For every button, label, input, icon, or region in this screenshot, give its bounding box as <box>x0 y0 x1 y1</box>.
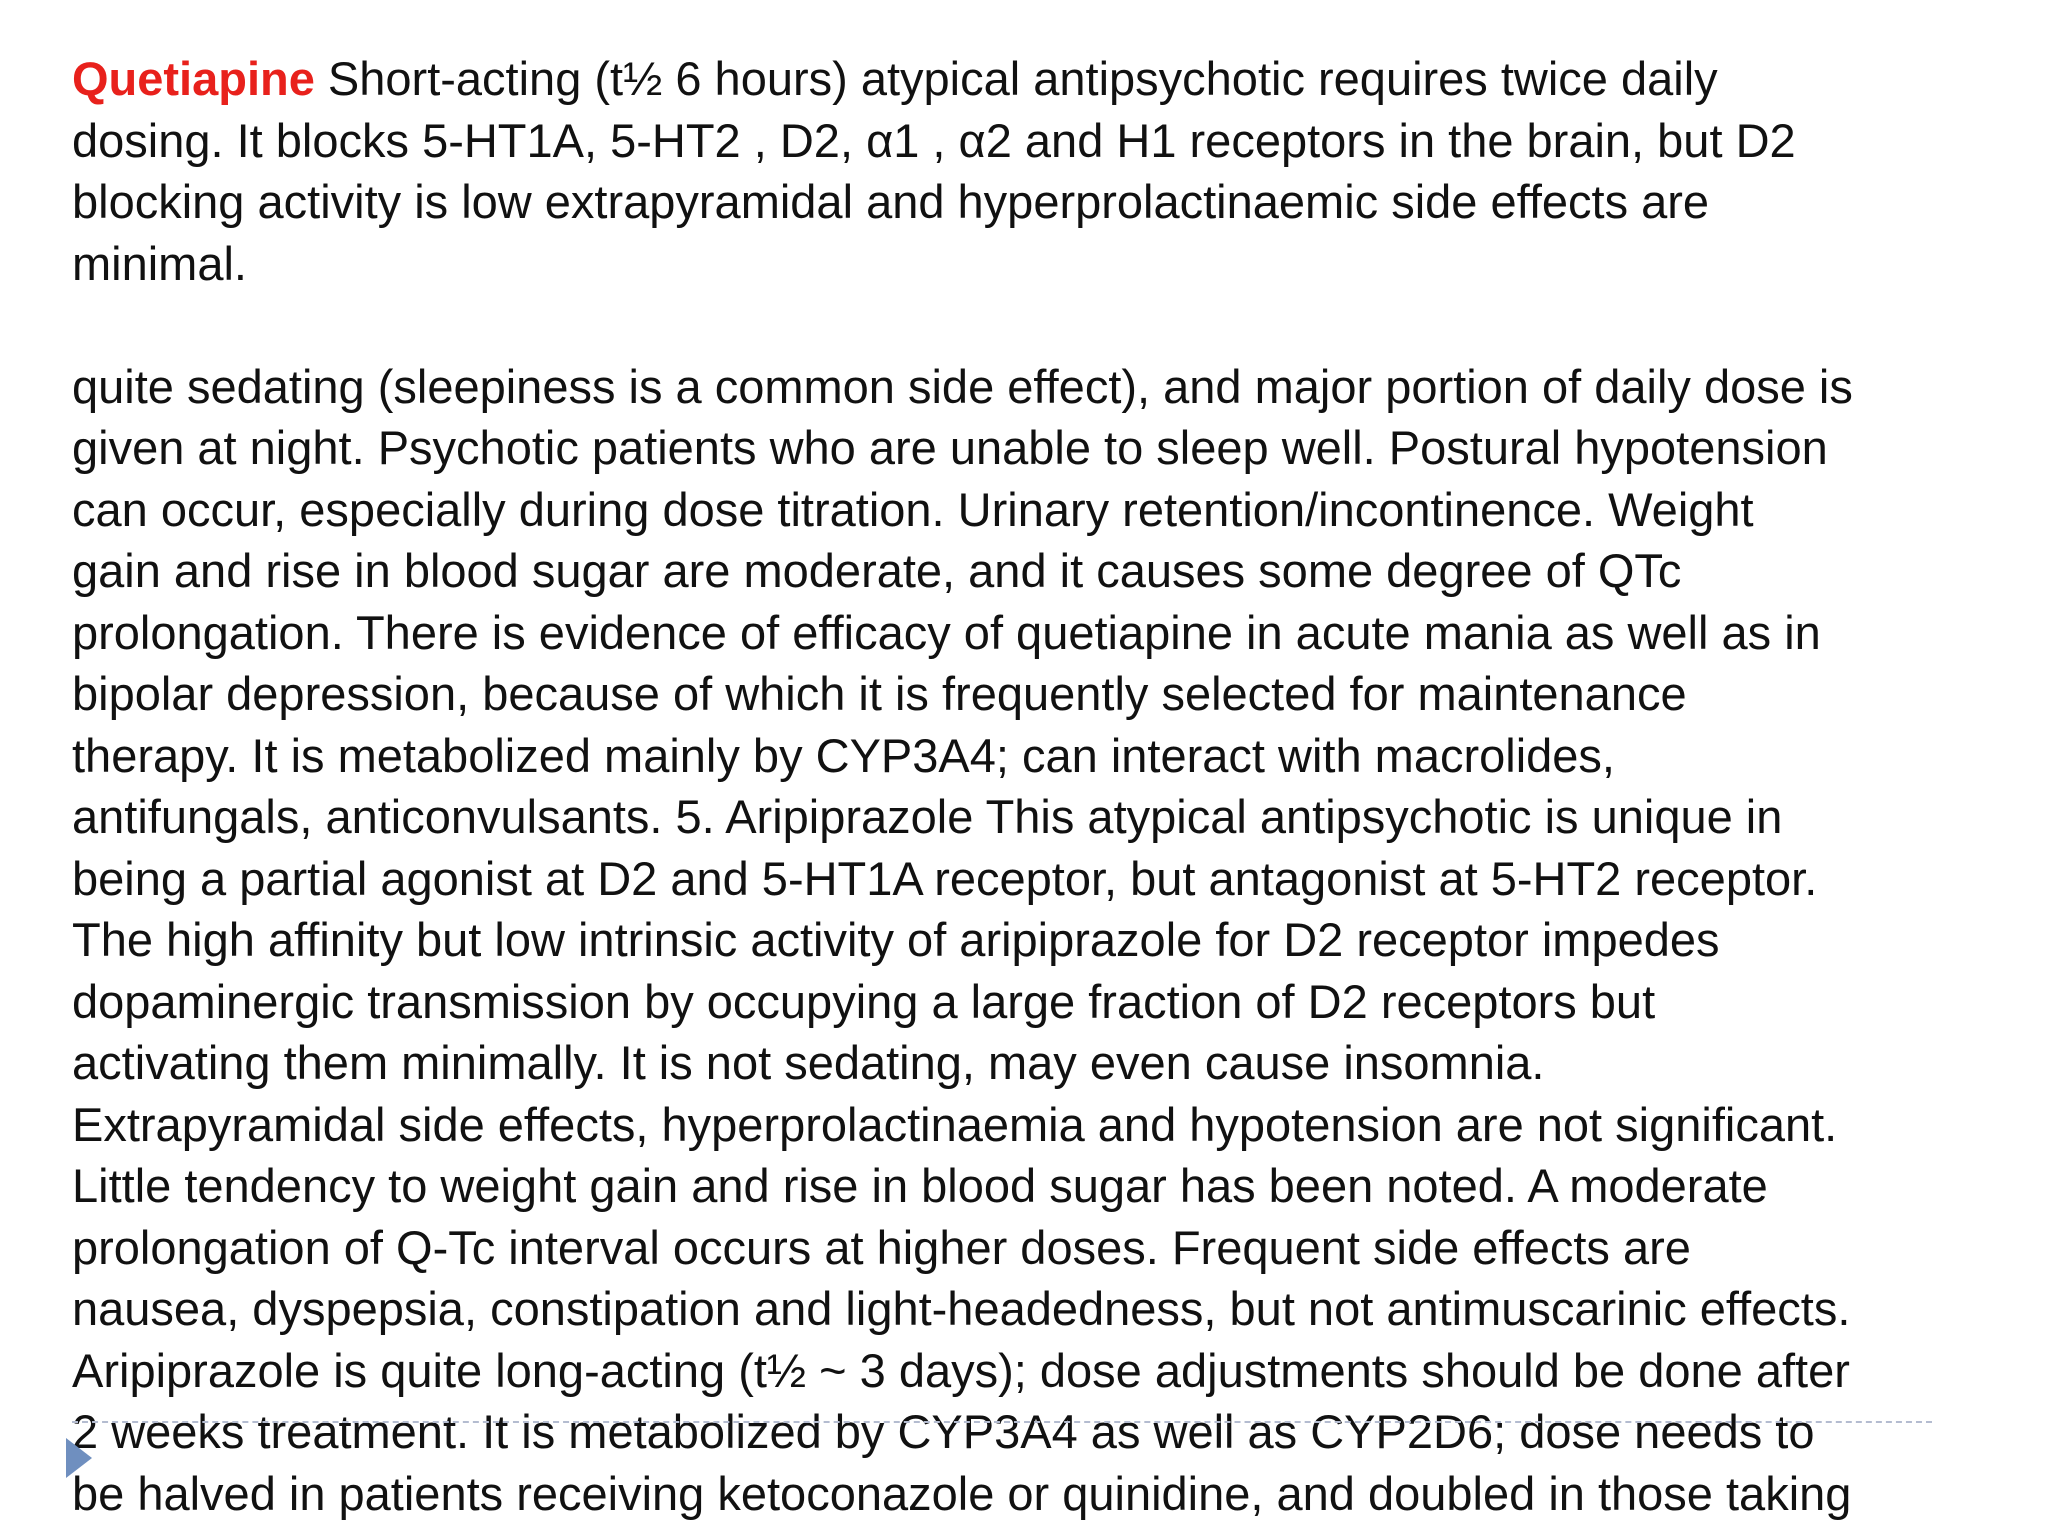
paragraph2-line: Aripiprazole is quite long-acting (t½ ~ 3 days); dose adjustments should be done after <box>72 1343 1850 1397</box>
paragraph2-line: Extrapyramidal side effects, hyperprolactinaemia and hypotension are not significant. <box>72 1097 1838 1151</box>
paragraph1-line4: minimal. <box>72 236 247 290</box>
paragraph2-line: nausea, dyspepsia, constipation and light-headedness, but not antimuscarinic effects. <box>72 1282 1851 1335</box>
paragraph2-line: antifungals, anticonvulsants. 5. Aripiprazole This atypical antipsychotic is unique in <box>72 790 1783 843</box>
play-triangle-icon[interactable] <box>66 1438 92 1478</box>
paragraph2-line: be halved in patients receiving ketoconazole or quinidine, and doubled in those taking <box>72 1466 1852 1520</box>
paragraph2-line: dopaminergic transmission by occupying a large fraction of D2 receptors but <box>72 974 1656 1028</box>
paragraph2-line: gain and rise in blood sugar are moderate, and it causes some degree of QTc <box>72 544 1682 597</box>
paragraph2-line: prolongation of Q-Tc interval occurs at higher doses. Frequent side effects are <box>72 1220 1691 1274</box>
paragraph2-line: Little tendency to weight gain and rise in blood sugar has been noted. A moderate <box>72 1159 1768 1212</box>
dashed-divider <box>72 1421 1932 1423</box>
paragraph2-line: bipolar depression, because of which it is frequently selected for maintenance <box>72 667 1687 720</box>
paragraph1-line2: dosing. It blocks 5-HT1A, 5-HT2 , D2, α1 , α2 and H1 receptors in the brain, but D2 <box>72 113 1796 167</box>
paragraph2-line: 2 weeks treatment. It is metabolized by CYP3A4 as well as CYP2D6; dose needs to <box>72 1405 1815 1458</box>
paragraph2-line: The high affinity but low intrinsic activity of aripiprazole for D2 receptor impedes <box>72 913 1720 966</box>
paragraph2 <box>72 356 2032 1525</box>
paragraph2-line: therapy. It is metabolized mainly by CYP3A4; can interact with macrolides, <box>72 728 1615 782</box>
paragraph2-line: quite sedating (sleepiness is a common side effect), and major portion of daily dose is <box>72 359 1853 413</box>
paragraph1-line1 <box>72 48 2032 110</box>
paragraph-spacer <box>72 294 2032 356</box>
paragraph1-line3: blocking activity is low extrapyramidal and hyperprolactinaemic side effects are <box>72 175 1710 228</box>
drug-name-quetiapine: Quetiapine <box>72 52 315 105</box>
paragraph2-line: activating them minimally. It is not sedating, may even cause insomnia. <box>72 1036 1545 1089</box>
paragraph2-line: given at night. Psychotic patients who are unable to sleep well. Postural hypotension <box>72 421 1828 474</box>
paragraph2-line: being a partial agonist at D2 and 5-HT1A receptor, but antagonist at 5-HT2 receptor. <box>72 851 1818 905</box>
slide-text-body <box>72 48 2032 1524</box>
paragraph2-line: prolongation. There is evidence of efficacy of quetiapine in acute mania as well as in <box>72 605 1821 659</box>
paragraph1-line1-text: Short-acting (t½ 6 hours) atypical antipsychotic requires twice daily <box>314 52 1718 105</box>
paragraph2-line: can occur, especially during dose titration. Urinary retention/incontinence. Weight <box>72 482 1754 536</box>
